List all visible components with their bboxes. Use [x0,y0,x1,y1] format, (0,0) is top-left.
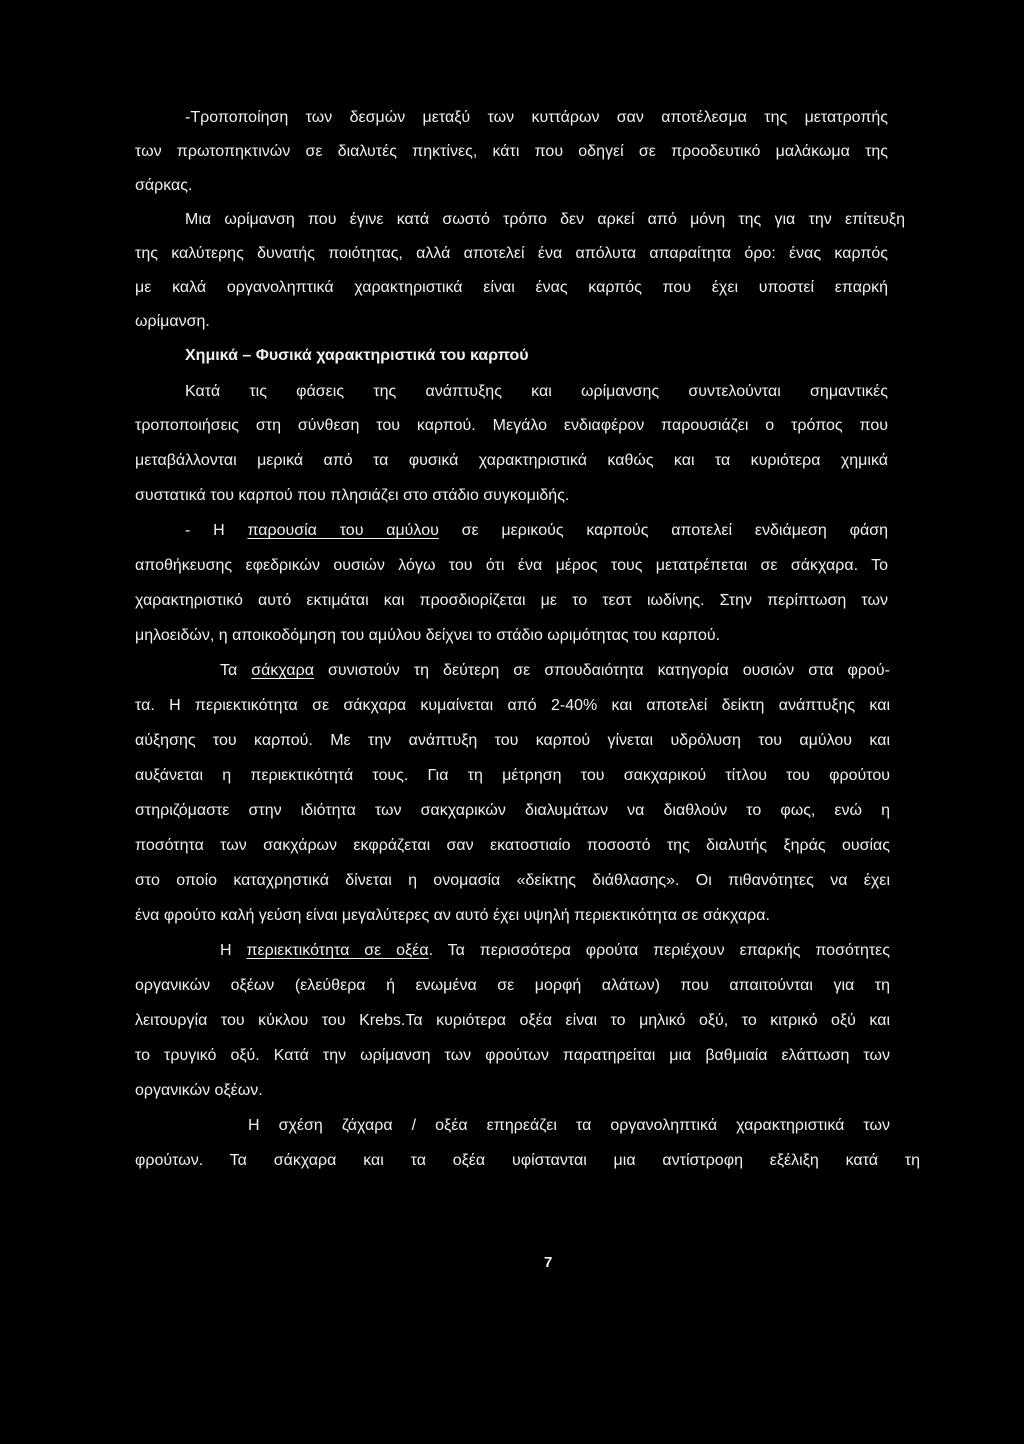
text: με καλά οργανοληπτικά χαρακτηριστικά είναι ένας καρπός που έχει υποστεί επαρκή [135,279,888,296]
text-line [135,624,855,648]
text-line [220,659,890,683]
underlined-term: παρουσία του αμύλου [247,522,439,539]
text: Μια ωρίμανση που έγινε κατά σωστό τρόπο δεν αρκεί από μόνη της για την επίτευξη [185,211,905,228]
text: μηλοειδών, η αποικοδόμηση του αμύλου δείχνει το στάδιο ωριμότητας του καρπού. [135,627,721,644]
page-number: 7 [544,1254,553,1271]
text-line [135,729,890,753]
text-line [135,174,435,198]
text: σε μερικούς καρπούς αποτελεί ενδιάμεση φάση [438,522,888,539]
text: . Τα περισσότερα φρούτα περιέχουν επαρκής ποσότητες [428,942,890,959]
text: - Η [185,522,248,539]
text: Τα [220,662,252,679]
text: συνιστούν τη δεύτερη σε σπουδαιότητα κατηγορία ουσιών στα φρού- [313,662,890,679]
text-line [185,380,888,404]
text-line [135,1009,890,1033]
text-line [185,106,888,130]
text: Κατά τις φάσεις της ανάπτυξης και ωρίμανσης συντελούνται σημαντικές [185,383,888,400]
text: ωρίμανση. [135,313,210,330]
text-line [135,140,888,164]
text: τα. Η περιεκτικότητα σε σάκχαρα κυμαίνεται από 2-40% και αποτελεί δείκτη ανάπτυξης και [135,697,890,714]
text-line [135,694,890,718]
text-line [135,414,888,438]
text: οργανικών οξέων (ελεύθερα ή ενωμένα σε μορφή αλάτων) που απαιτούνται για τη [135,977,890,994]
text: μεταβάλλονται μερικά από τα φυσικά χαρακτηριστικά καθώς και τα κυριότερα χημικά [135,452,888,469]
text: συστατικά του καρπού που πλησιάζει στο στάδιο συγκομιδής. [135,487,570,504]
text: της καλύτερης δυνατής ποιότητας, αλλά αποτελεί ένα απόλυτα απαραίτητα όρο: ένας καρπός [135,245,888,262]
text: το τρυγικό οξύ. Κατά την ωρίμανση των φρούτων παρατηρείται μια βαθμιαία ελάττωση των [135,1047,890,1064]
text: στηριζόμαστε στην ιδιότητα των σακχαρικών διαλυμάτων να διαθλούν το φως, ενώ η [135,802,890,819]
text-line [135,449,888,473]
text-line [135,764,890,788]
text: οργανικών οξέων. [135,1082,263,1099]
text: -Τροποποίηση των δεσμών μεταξύ των κυττάρων σαν αποτέλεσμα της μετατροπής [185,109,888,126]
text-line [135,310,435,334]
text-line [220,939,890,963]
text: χαρακτηριστικό αυτό εκτιμάται και προσδιορίζεται με το τεστ ιωδίνης. Στην περίπτωση των [135,592,888,609]
text-line [135,974,890,998]
text-line [135,242,888,266]
text: λειτουργία του κύκλου του Krebs.Τα κυριότερα οξέα είναι το μηλικό οξύ, το κιτρικό οξύ και [135,1012,890,1029]
text: Η σχέση ζάχαρα / οξέα επηρεάζει τα οργανοληπτικά χαρακτηριστικά των [248,1117,890,1134]
section-heading [185,344,685,368]
text-line [185,208,905,232]
text: φρούτων. Τα σάκχαρα και τα οξέα υφίστανται μια αντίστροφη εξέλιξη κατά τη [135,1152,920,1169]
text: των πρωτοπηκτινών σε διαλυτές πηκτίνες, κάτι που οδηγεί σε προοδευτικό μαλάκωμα της [135,143,888,160]
text-line [135,904,915,928]
text-line [135,1044,890,1068]
text: ποσότητα των σακχάρων εκφράζεται σαν εκατοστιαίο ποσοστό της διαλυτής ξηράς ουσίας [135,837,890,854]
text-line [135,1149,920,1173]
text-line [248,1114,890,1138]
text-line [135,834,890,858]
text-line [135,869,890,893]
underlined-term: περιεκτικότητα σε οξέα [246,942,429,959]
text: στο οποίο καταχρηστικά δίνεται η ονομασία «δείκτης διάθλασης». Οι πιθανότητες να έχει [135,872,890,889]
text-line [135,799,890,823]
text: αυξάνεται η περιεκτικότητά τους. Για τη μέτρηση του σακχαρικού τίτλου του φρούτου [135,767,890,784]
text-line [135,276,888,300]
text: σάρκας. [135,177,193,194]
text: ένα φρούτο καλή γεύση είναι μεγαλύτερες αν αυτό έχει υψηλή περιεκτικότητα σε σάκχαρα. [135,907,770,924]
text: τροποποιήσεις στη σύνθεση του καρπού. Μεγάλο ενδιαφέρον παρουσιάζει ο τρόπος που [135,417,888,434]
text: αποθήκευσης εφεδρικών ουσιών λόγω του ότι ένα μέρος τους μετατρέπεται σε σάκχαρα. Το [135,557,888,574]
underlined-term: σάκχαρα [251,662,314,679]
text-line [135,554,888,578]
text-line [135,589,888,613]
text-line [135,1079,435,1103]
heading-text: Χημικά – Φυσικά χαρακτηριστικά του καρπού [185,347,529,364]
text-line [185,519,888,543]
text: αύξησης του καρπού. Με την ανάπτυξη του καρπού γίνεται υδρόλυση του αμύλου και [135,732,890,749]
text-line [135,484,735,508]
text: Η [220,942,247,959]
